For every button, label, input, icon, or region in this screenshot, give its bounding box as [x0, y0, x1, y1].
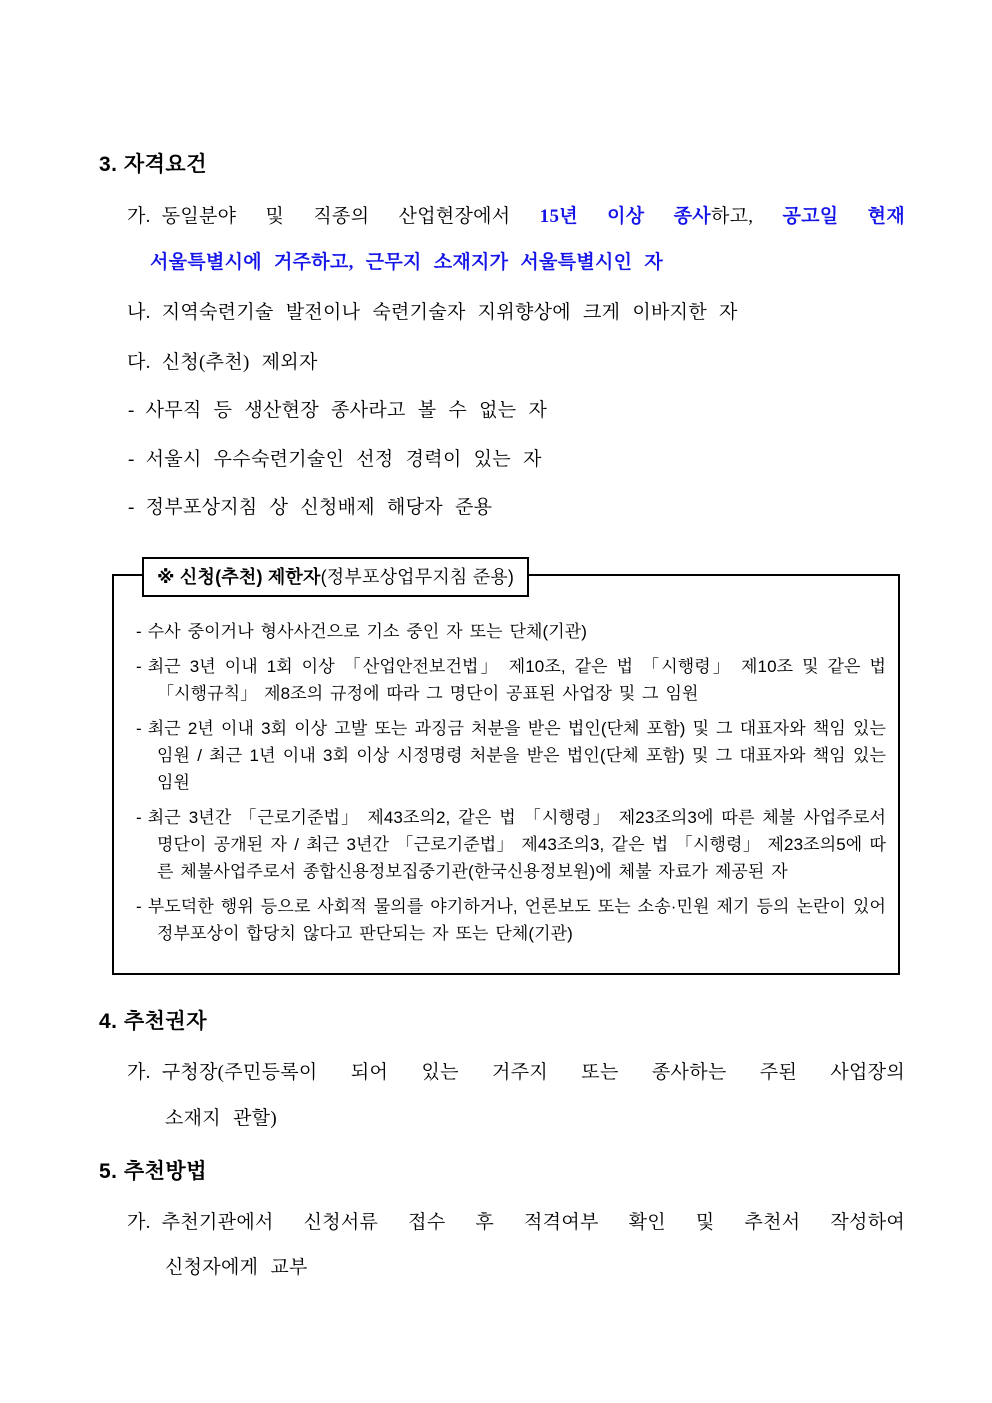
restriction-box-title-rest: (정부포상업무지침 준용): [320, 567, 515, 587]
emphasis-text: 15년 이상 종사: [539, 206, 711, 227]
item-ga-text: 하고,: [710, 206, 754, 227]
sec5-item-ga-line-1: 가. 추천기관에서 신청서류 접수 후 적격여부 확인 및 추천서 작성하여: [127, 1212, 905, 1233]
item-na: 나. 지역숙련기술 발전이나 숙련기술자 지위향상에 크게 이바지한 자: [127, 302, 738, 323]
sec4-item-ga-line-1: 가. 구청장(주민등록이 되어 있는 거주지 또는 종사하는 주된 사업장의: [127, 1062, 905, 1083]
item-da: 다. 신청(추천) 제외자: [127, 352, 318, 373]
item-marker: 가.: [127, 1062, 151, 1083]
restriction-item-1: - 수사 중이거나 형사사건으로 기소 중인 자 또는 단체(기관): [136, 622, 588, 641]
item-marker: 가.: [127, 206, 151, 227]
sec4-item-ga-line-2: 소재지 관할): [165, 1108, 277, 1129]
restriction-box-title-bold: ※ 신청(추천) 제한자: [157, 567, 321, 587]
item-marker: 다.: [127, 352, 151, 373]
exclusion-item-1: - 사무직 등 생산현장 종사라고 볼 수 없는 자: [128, 400, 548, 421]
dash-marker: -: [128, 449, 135, 470]
dash-marker: -: [136, 622, 142, 641]
exclusion-item-3: - 정부포상지침 상 신청배제 해당자 준용: [128, 497, 493, 518]
item-ga-line-1: [127, 203, 905, 230]
item-ga-text: 동일분야 및 직종의 산업현장에서: [161, 206, 511, 227]
dash-marker: -: [136, 719, 142, 738]
section-5-heading: 5. 추천방법: [99, 1160, 207, 1183]
item-ga-line-2: 서울특별시에 거주하고, 근무지 소재지가 서울특별시인 자: [150, 252, 663, 273]
section-4-heading: 4. 추천권자: [99, 1010, 207, 1033]
dash-marker: -: [128, 497, 135, 518]
dash-marker: -: [136, 657, 142, 676]
restriction-item-4: - 최근 3년간 「근로기준법」 제43조의2, 같은 법 「시행령」 제23조의3에 따른 체불 사업주로서 명단이 공개된 자 / 최근 3년간 「근로기준법」 제43조의3, 같은 법 「시행령」 제23조의5에 따른 체불사업주로서 종합신용정보집중기관(한국신용정보원)에 체불 자료가 제공된 자: [136, 808, 886, 881]
dash-marker: -: [136, 808, 142, 827]
emphasis-text: 공고일 현재: [782, 206, 905, 227]
restriction-item-3: - 최근 2년 이내 3회 이상 고발 또는 과징금 처분을 받은 법인(단체 포함) 및 그 대표자와 책임 있는 임원 / 최근 1년 이내 3회 이상 시정명령 처분을 받은 법인(단체 포함) 및 그 대표자와 책임 있는 임원: [136, 719, 886, 792]
restriction-box: [112, 567, 900, 975]
dash-marker: -: [136, 897, 142, 916]
item-marker: 가.: [127, 1212, 151, 1233]
item-marker: 나.: [127, 302, 151, 323]
restriction-box-items: [136, 618, 886, 955]
dash-marker: -: [128, 400, 135, 421]
restriction-box-title: [142, 557, 529, 597]
section-3-heading: 3. 자격요건: [99, 153, 207, 176]
exclusion-item-2: - 서울시 우수숙련기술인 선정 경력이 있는 자: [128, 449, 542, 470]
sec5-item-ga-line-2: 신청자에게 교부: [165, 1257, 308, 1278]
restriction-item-5: - 부도덕한 행위 등으로 사회적 물의를 야기하거나, 언론보도 또는 소송·민원 제기 등의 논란이 있어 정부포상이 합당치 않다고 판단되는 자 또는 단체(기관): [136, 897, 886, 943]
restriction-item-2: - 최근 3년 이내 1회 이상 「산업안전보건법」 제10조, 같은 법 「시행령」 제10조 및 같은 법 「시행규칙」 제8조의 규정에 따라 그 명단이 공표된 사업장 및 그 임원: [136, 657, 886, 703]
